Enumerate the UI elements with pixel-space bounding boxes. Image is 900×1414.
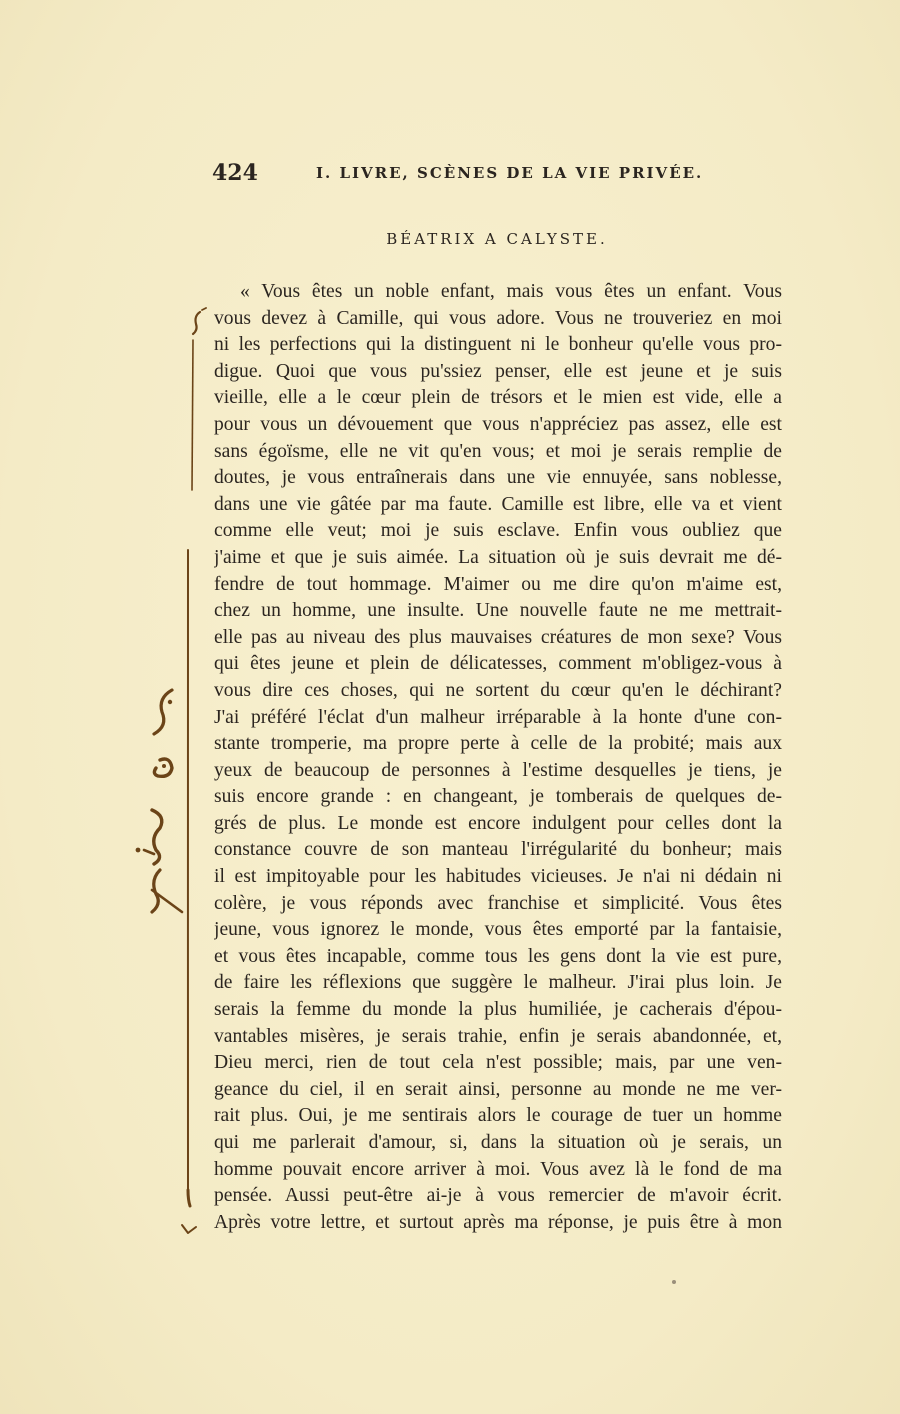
text-line: Après votre lettre, et surtout après ma réponse, je puis être à mon xyxy=(214,1211,782,1233)
text-line: stante tromperie, ma propre perte à celle de la probité; mais aux xyxy=(214,733,782,755)
handwritten-margin-annotation xyxy=(130,290,210,1250)
text-line: et vous êtes incapable, comme tous les gens dont la vie est pure, xyxy=(214,945,782,967)
text-line: homme pouvait encore arriver à moi. Vous avez là le fond de ma xyxy=(214,1158,782,1180)
text-line: j'aime et que je suis aimée. La situation où je suis devrait me dé- xyxy=(214,546,782,568)
text-line: sans égoïsme, elle ne vit qu'en vous; et moi je serais remplie de xyxy=(214,440,782,462)
text-line: constance couvre de son manteau l'irrégularité du bonheur; mais xyxy=(214,839,782,861)
text-line: rait plus. Oui, je me sentirais alors le courage de tuer un homme xyxy=(214,1105,782,1127)
page-number: 424 xyxy=(212,160,258,186)
text-line: « Vous êtes un noble enfant, mais vous êtes un enfant. Vous xyxy=(240,281,782,302)
text-line: vieille, elle a le cœur plein de trésors et le mien est vide, elle a xyxy=(214,387,782,409)
section-title: BÉATRIX A CALYSTE. xyxy=(386,230,608,248)
text-line: colère, je vous réponds avec franchise et simplicité. Vous êtes xyxy=(214,892,782,914)
text-line: yeux de beaucoup de personnes à l'estime desquelles je tiens, je xyxy=(214,759,782,781)
text-line: qui me parlerait d'amour, si, dans la situation où je serais, un xyxy=(214,1132,782,1153)
text-line: comme elle veut; moi je suis esclave. Enfin vous oubliez que xyxy=(214,520,782,542)
annotation-mark-bottom xyxy=(182,1225,196,1233)
annotation-dot xyxy=(162,764,166,768)
text-line: il est impitoyable pour les habitudes vicieuses. Je n'ai ni dédain ni xyxy=(214,866,782,888)
annotation-mark-top-2 xyxy=(202,308,206,310)
text-line: grés de plus. Le monde est encore indulgent pour celles dont la xyxy=(214,812,782,834)
text-line: fendre de tout hommage. M'aimer ou me dire qu'on m'aime est, xyxy=(214,573,782,595)
text-line: elle pas au niveau des plus mauvaises créatures de mon sexe? Vous xyxy=(214,626,782,648)
annotation-script-1 xyxy=(154,690,172,734)
text-line: doutes, je vous entraînerais dans une vie ennuyée, sans noblesse, xyxy=(214,467,782,489)
annotation-script-3 xyxy=(152,810,162,864)
text-line: Dieu merci, rien de tout cela n'est possible; mais, par une ven- xyxy=(214,1052,782,1074)
text-line: jeune, vous ignorez le monde, vous êtes emporté par la fantaisie, xyxy=(214,919,782,941)
paper-speck xyxy=(672,1280,676,1284)
text-line: digue. Quoi que vous pu'ssiez penser, elle est jeune et je suis xyxy=(214,360,782,382)
running-title: I. LIVRE, SCÈNES DE LA VIE PRIVÉE. xyxy=(316,164,704,182)
annotation-mark-top xyxy=(193,312,200,334)
annotation-bracket-line-2 xyxy=(188,550,189,1190)
text-line: ni les perfections qui la distinguent ni le bonheur qu'elle vous pro- xyxy=(214,334,782,356)
text-line: pour vous un dévouement que vous n'appréciez pas assez, elle est xyxy=(214,413,782,435)
text-line: vous devez à Camille, qui vous adore. Vous ne trouveriez en moi xyxy=(214,307,782,329)
annotation-bracket-line-1 xyxy=(192,340,193,490)
text-line: vous dire ces choses, qui ne sortent du cœur qu'en le déchirant? xyxy=(214,679,782,701)
text-line: dans une vie gâtée par ma faute. Camille est libre, elle va et vient xyxy=(214,493,782,515)
text-line: de faire les réflexions que suggère le malheur. J'irai plus loin. Je xyxy=(214,972,782,994)
text-line: vantables misères, je serais trahie, enfin je serais abandonnée, et, xyxy=(214,1025,782,1047)
text-line: qui êtes jeune et plein de délicatesses, comment m'obligez-vous à xyxy=(214,653,782,675)
annotation-script-4 xyxy=(144,850,154,854)
running-head xyxy=(212,160,782,194)
text-line: pensée. Aussi peut-être ai-je à vous remercier de m'avoir écrit. xyxy=(214,1185,782,1207)
text-line: geance du ciel, il en serait ainsi, personne au monde ne me ver- xyxy=(214,1078,782,1100)
text-line: serais la femme du monde la plus humiliée, je cacherais d'épou- xyxy=(214,999,782,1021)
annotation-bracket-foot xyxy=(188,1190,190,1206)
annotation-dot xyxy=(168,700,172,704)
text-line: chez un homme, une insulte. Une nouvelle faute ne me mettrait- xyxy=(214,600,782,622)
letter-body xyxy=(214,279,782,1236)
text-line: J'ai préféré l'éclat d'un malheur irréparable à la honte d'une con- xyxy=(214,706,782,728)
annotation-dot xyxy=(136,848,141,853)
text-line: suis encore grande : en changeant, je tomberais de quelques de- xyxy=(214,786,782,808)
